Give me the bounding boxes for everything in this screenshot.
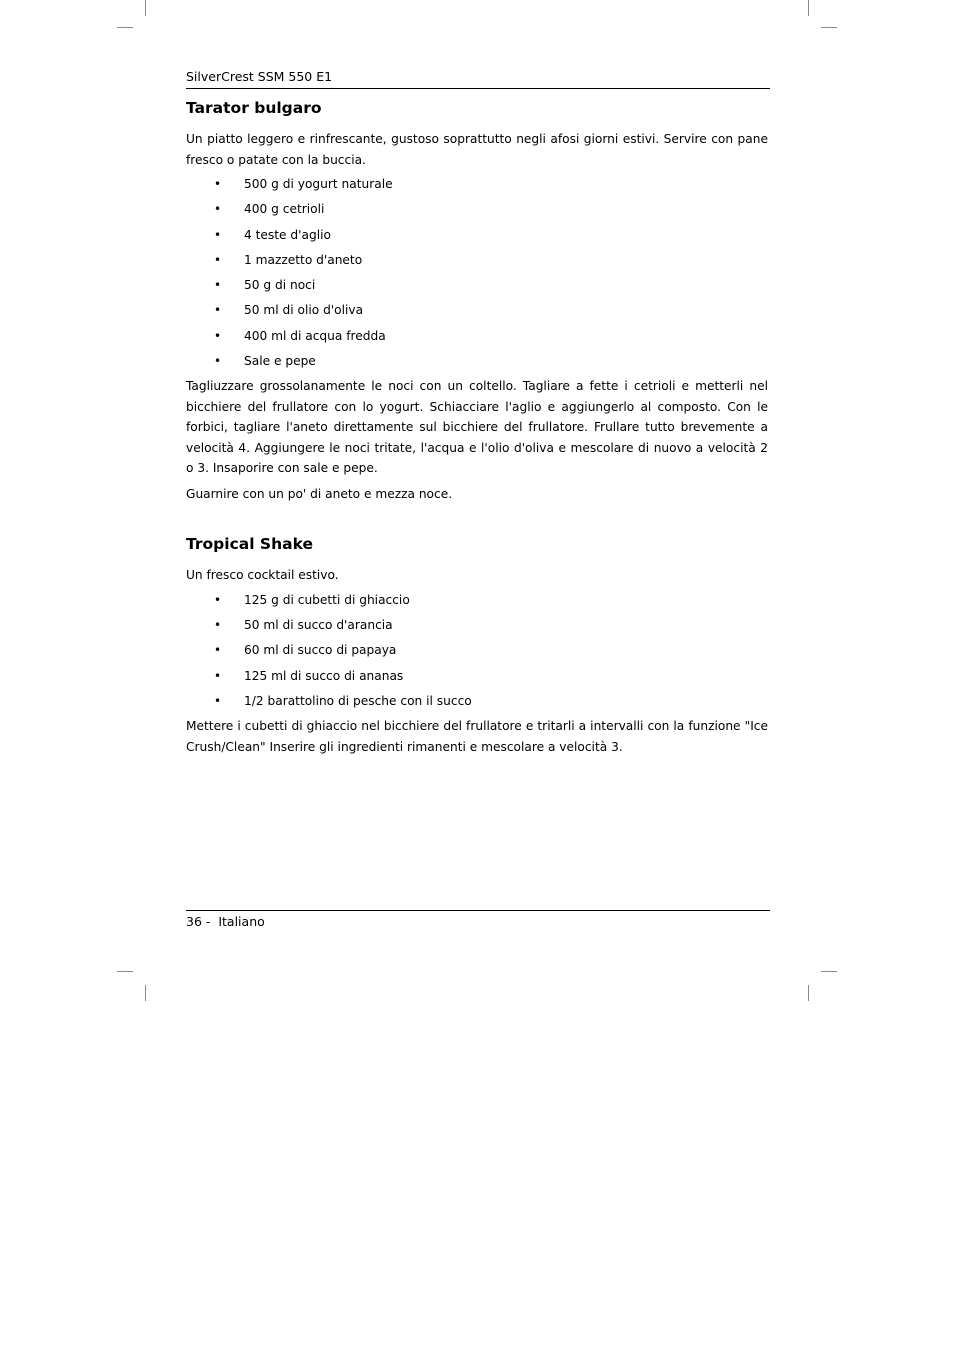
bullet-icon: • [214,618,222,633]
ingredient-item: • Sale e pepe [186,349,768,374]
recipe-intro: Un piatto leggero e rinfrescante, gustoso soprattutto negli afosi giorni estivi. Servire con pane fresco o patate con la buccia. [186,132,768,167]
page-footer [186,914,770,930]
crop-mark-top-left-horizontal [117,27,133,28]
bullet-icon: • [214,252,222,267]
ingredient-item: • 50 ml di succo d'arancia [186,613,768,638]
bullet-icon: • [214,227,222,242]
recipe-heading: Tropical Shake [186,535,313,554]
ingredient-item: • 50 g di noci [186,273,768,298]
bullet-icon: • [214,177,222,191]
page-header [186,69,770,85]
bullet-icon: • [214,668,222,683]
crop-mark-bottom-left-vertical [145,985,146,1001]
footer-rule [186,910,770,911]
ingredient-list [186,588,768,714]
ingredient-item: • 500 g di yogurt naturale [186,172,768,197]
bullet-icon: • [214,643,222,658]
ingredient-item: • 400 g cetrioli [186,197,768,222]
ingredient-item: • 50 ml di olio d'oliva [186,298,768,323]
ingredient-item: • 400 ml di acqua fredda [186,324,768,349]
bullet-icon: • [214,278,222,293]
crop-mark-top-right-vertical [808,0,809,16]
bullet-icon: • [214,328,222,343]
recipe-tarator [186,98,768,504]
page-content [186,98,768,757]
bullet-icon: • [214,592,222,607]
crop-mark-bottom-right-vertical [808,985,809,1001]
bullet-icon: • [214,303,222,318]
recipe-heading: Tarator bulgaro [186,99,322,117]
crop-mark-bottom-left-horizontal [117,971,133,972]
bullet-icon: • [214,354,222,369]
ingredient-list [186,172,768,374]
ingredient-item: • 1 mazzetto d'aneto [186,248,768,273]
recipe-tropical-shake [186,534,768,757]
recipe-note: Guarnire con un po' di aneto e mezza noce. [186,486,453,501]
ingredient-item: • 125 g di cubetti di ghiaccio [186,588,768,613]
header-title: SilverCrest SSM 550 E1 [186,69,333,84]
crop-mark-top-left-vertical [145,0,146,16]
recipe-method: Tagliuzzare grossolanamente le noci con un coltello. Tagliare a fette i cetrioli e metterli nel bicchiere del frullatore con lo yogurt. Schiacciare l'aglio e aggiungerlo al composto. Con le forbici, tagliare l'aneto direttamente sul bicchiere del frullatore. Frullare tutto brevemente a velocità 4. Aggiungere le noci tritate, l'acqua e l'olio d'oliva e mescolare di nuovo a velocità 2 o 3. Insaporire con sale e pepe. [186,379,768,476]
recipe-method: Mettere i cubetti di ghiaccio nel bicchiere del frullatore e tritarli a intervalli con la funzione "Ice Crush/Clean" Inserire gli ingredienti rimanenti e mescolare a velocità 3. [186,719,768,754]
bullet-icon: • [214,202,222,217]
bullet-icon: • [214,694,222,709]
ingredient-item: • 4 teste d'aglio [186,223,768,248]
header-rule [186,88,770,89]
recipe-intro: Un fresco cocktail estivo. [186,568,339,583]
ingredient-item: • 125 ml di succo di ananas [186,664,768,689]
crop-mark-top-right-horizontal [821,27,837,28]
page-number: 36 - Italiano [186,914,265,929]
ingredient-item: • 1/2 barattolino di pesche con il succo [186,689,768,714]
ingredient-item: • 60 ml di succo di papaya [186,638,768,663]
crop-mark-bottom-right-horizontal [821,971,837,972]
